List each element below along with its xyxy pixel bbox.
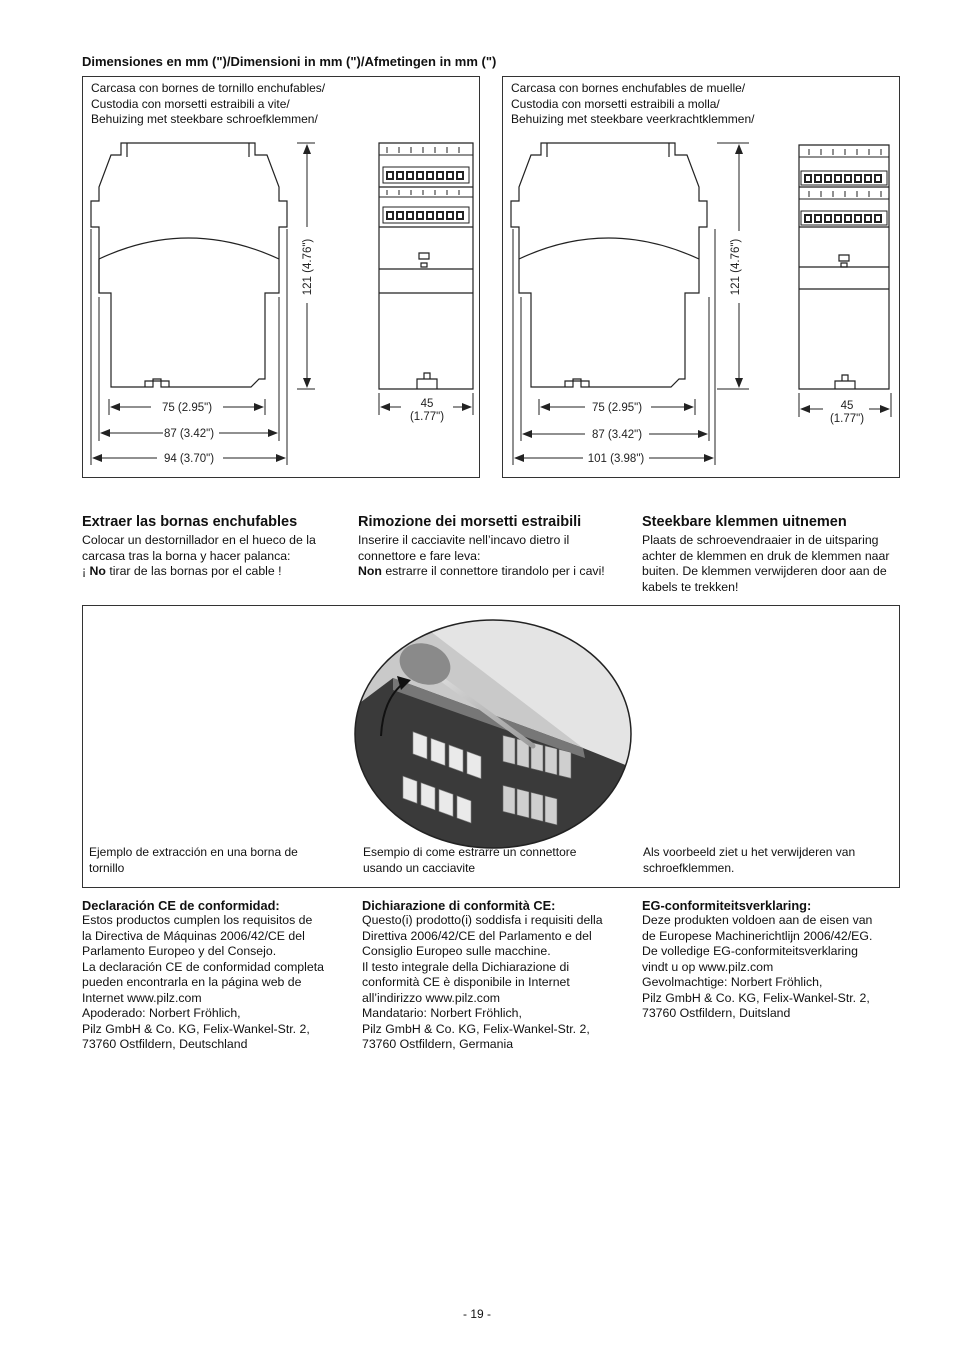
caption-screw: Carcasa con bornes de tornillo enchufables/ Custodia con morsetti estraibili a vite/ Behuizing met steekbare schroefklemmen/ [91, 81, 326, 126]
declaration-it-heading: Dichiarazione di conformità CE: [362, 898, 556, 913]
declaration-it: Dichiarazione di conformità CE: Questo(i) prodotto(i) soddisfa i requisiti della Direttiva 2006/42/CE del Parlamento e del Consiglio Europeo sulle macchine. Il testo integrale della Dichiarazione di conformità CE è disponibile in Internet all’indirizzo www.pilz.com Mandatario: Norbert Fröhlich, Pilz GmbH & Co. KG, Felix-Wankel-Str. 2, 73760 Ostfildern, Germania [362, 898, 632, 1053]
dimension-box-spring [502, 76, 900, 478]
declaration-es-heading: Declaración CE de conformidad: [82, 898, 280, 913]
side-view-outline [511, 143, 707, 387]
drawing-spring [503, 77, 899, 477]
terminal-block-top [379, 147, 473, 183]
removal-nl: Steekbare klemmen uitnemen Plaats de schroevendraaier in de uitsparing achter de klemmen en druk de klemmen naar buiten. De klemmen verwijderen door aan de kabels te trekken! [642, 514, 912, 595]
removal-it-heading: Rimozione dei morsetti estraibili [358, 514, 582, 530]
width-total-label-spring: 101 (3.98") [587, 453, 645, 465]
width-87-label-screw: 87 (3.42") [163, 428, 215, 440]
side-view-outline [91, 143, 287, 387]
removal-es: Extraer las bornas enchufables Colocar un destornillador en el hueco de la carcasa tras la borna y hacer palanca: ¡ No tirar de las bornas por el cable ! [82, 514, 342, 580]
figure-caption-es: Ejemplo de extracción en una borna de tornillo [89, 845, 298, 875]
photo-box [82, 605, 900, 888]
spring-terminal-top [799, 149, 889, 185]
terminal-block-bottom [379, 190, 473, 223]
figure-caption-it: Esempio di come estrarre un connettore usando un cacciavite [363, 845, 577, 875]
height-label-screw: 121 (4.76") [302, 238, 314, 296]
width-87-label-spring: 87 (3.42") [591, 429, 643, 441]
figure-caption-nl: Als voorbeeld ziet u het verwijderen van schroefklemmen. [643, 845, 856, 875]
width-75-label-screw: 75 (2.95") [161, 402, 213, 414]
removal-es-heading: Extraer las bornas enchufables [82, 514, 298, 530]
width-75-label-spring: 75 (2.95") [591, 402, 643, 414]
height-label-spring: 121 (4.76") [730, 238, 742, 296]
depth-mm-label-screw: 45 [420, 398, 434, 410]
page-title: Dimensiones en mm (")/Dimensioni in mm (")/Afmetingen in mm (") [82, 54, 497, 69]
spring-terminal-bottom [799, 191, 889, 225]
declaration-nl: EG-conformiteitsverklaring: Deze produkten voldoen aan de eisen van de Europese Machinerichtlijn 2006/42/EG. De volledige EG-conformiteitsverklaring vindt u op www.pilz.com Gevolmachtige: Norbert Fröhlich, Pilz GmbH & Co. KG, Felix-Wankel-Str. 2, 73760 Ostfildern, Duitsland [642, 898, 912, 1022]
depth-mm-label-spring: 45 [840, 400, 854, 412]
depth-in-label-spring: (1.77") [829, 413, 865, 425]
removal-it: Rimozione dei morsetti estraibili Inserire il cacciavite nell’incavo dietro il connettore e fare leva: Non estrarre il connettore tirandolo per i cavi! [358, 514, 628, 580]
removal-nl-heading: Steekbare klemmen uitnemen [642, 514, 847, 530]
depth-in-label-screw: (1.77") [409, 411, 445, 423]
removal-es-warning: ¡ No tirar de las bornas por el cable ! [82, 564, 282, 578]
declaration-nl-heading: EG-conformiteitsverklaring: [642, 898, 812, 913]
page-number: - 19 - [462, 1307, 491, 1321]
terminal-removal-illustration [353, 618, 633, 850]
dimension-box-screw [82, 76, 480, 478]
removal-it-warning: Non estrarre il connettore tirandolo per i cavi! [358, 564, 605, 578]
declaration-es: Declaración CE de conformidad: Estos productos cumplen los requisitos de la Directiva de Máquinas 2006/42/CE del Parlamento Europeo y del Consejo. La declaración CE de conformidad completa pueden encontrarla en la página web de Internet www.pilz.com Apoderado: Norbert Fröhlich, Pilz GmbH & Co. KG, Felix-Wankel-Str. 2, 73760 Ostfildern, Deutschland [82, 898, 352, 1053]
drawing-screw [83, 77, 479, 477]
width-total-label-screw: 94 (3.70") [163, 453, 215, 465]
caption-spring: Carcasa con bornes enchufables de muelle/ Custodia con morsetti estraibili a molla/ Behuizing met steekbare veerkrachtklemmen/ [511, 81, 755, 126]
